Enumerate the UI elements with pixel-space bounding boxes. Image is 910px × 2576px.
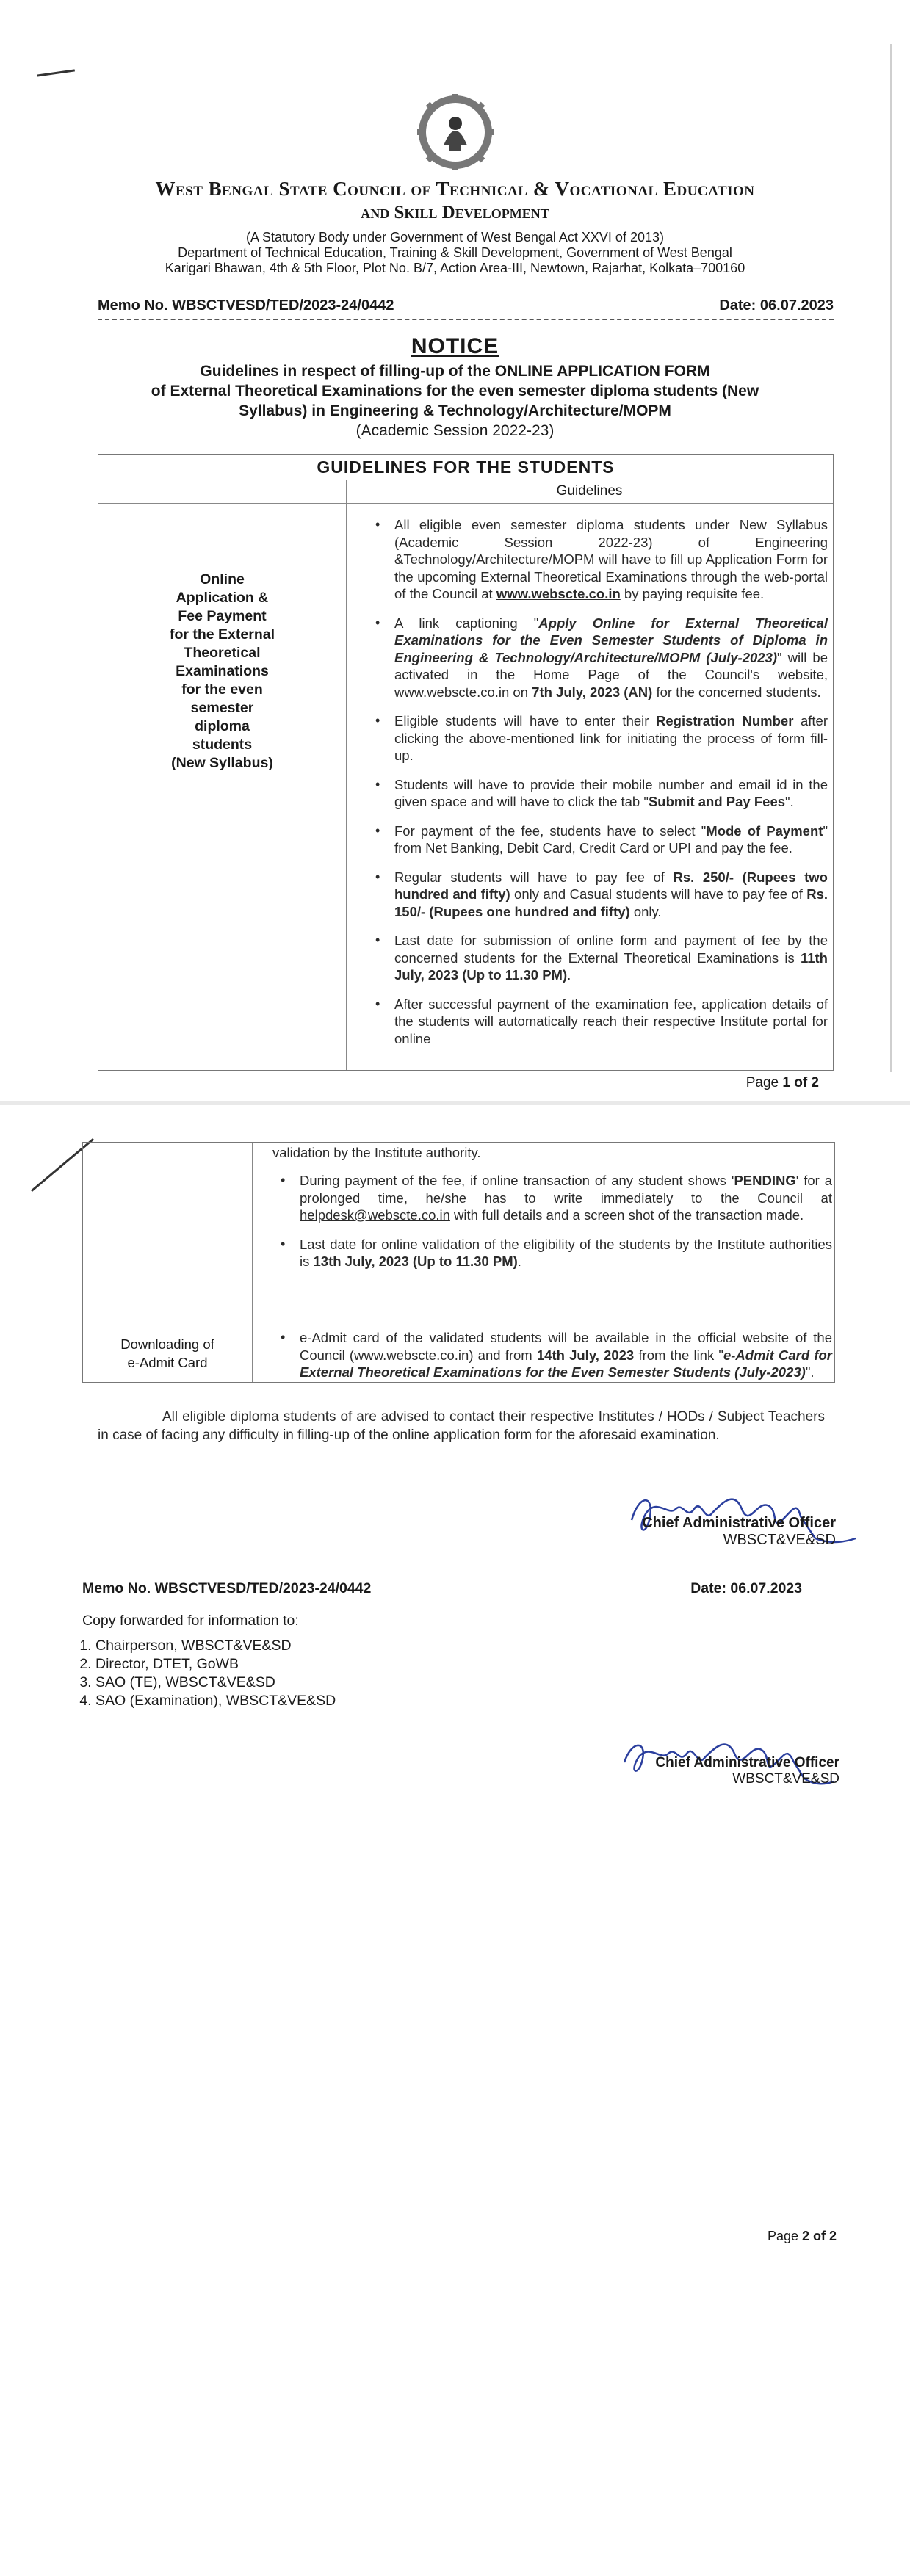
page-label: Page — [745, 1075, 783, 1090]
address-line: Karigari Bhawan, 4th & 5th Floor, Plot No. B/7, Action Area-III, Newtown, Rajarhat, Kolkata–700160 — [165, 261, 745, 275]
registration-number-label: Registration Number — [656, 713, 794, 728]
bullet-text: ". — [805, 1364, 815, 1380]
page-one — [0, 0, 910, 1101]
page-label: Page — [767, 2229, 802, 2243]
left-cell-line: Downloading of — [120, 1336, 214, 1352]
payment-mode-label: Mode of Payment — [706, 822, 823, 839]
guidelines-table — [98, 454, 834, 1071]
bullet-text: for the concerned students. — [652, 684, 821, 700]
page-number — [768, 2229, 837, 2244]
advice-paragraph: All eligible diploma students of are advised to contact their respective Institutes / HODs / Subject Teachers in case of facing any difficulty in filling-up of the online application form for the aforesaid examination. — [98, 1409, 825, 1443]
guidelines-list-continued — [278, 1172, 832, 1282]
list-item — [394, 822, 828, 857]
left-cell-line: students — [192, 737, 253, 753]
list-item — [394, 516, 828, 603]
list-item — [394, 869, 828, 921]
bullet-text: Last date for online validation of the eligibility of the students by the Institute authorities is — [300, 1236, 832, 1269]
scan-mark — [37, 69, 75, 76]
page-number — [746, 1075, 819, 1091]
bullet-text: on — [509, 684, 532, 700]
left-cell-line: for the even — [181, 681, 263, 698]
bullet-text: . — [517, 1253, 521, 1269]
department-line: Department of Technical Education, Training & Skill Development, Government of West Bengal — [178, 245, 732, 260]
guideline-title-4: (Academic Session 2022-23) — [355, 422, 555, 439]
bullet-text: Eligible students will have to enter their — [394, 713, 656, 728]
signatory-block-2 — [655, 1755, 839, 1787]
list-item — [394, 615, 828, 701]
left-cell-line: for the External — [169, 626, 275, 643]
council-name-line1: West Bengal State Council of Technical & Vocational Education — [155, 178, 755, 200]
list-item — [394, 996, 828, 1048]
list-item — [394, 712, 828, 764]
list-item — [394, 776, 828, 811]
admit-card-list — [278, 1329, 832, 1393]
continued-text: validation by the Institute authority. — [272, 1145, 481, 1160]
validation-date: 13th July, 2023 (Up to 11.30 PM) — [313, 1253, 518, 1269]
memo-date: Date: 06.07.2023 — [690, 1580, 802, 1596]
bullet-text: ' for a prolonged time, he/she has to write immediately to the Council at — [300, 1173, 832, 1206]
list-item — [394, 932, 828, 984]
left-cell-line: (New Syllabus) — [171, 755, 273, 771]
bullet-text: Students will have to provide their mobile number and email id in the given space and will have to click the tab " — [394, 776, 828, 809]
admit-date: 14th July, 2023 — [536, 1347, 635, 1363]
left-cell-line: Online — [200, 571, 245, 587]
scan-edge — [890, 44, 892, 1072]
page-count: 1 of 2 — [782, 1075, 819, 1090]
admit-link-caption: e-Admit Card for External Theoretical Examinations for the Even Semester Students (July-2023) — [300, 1347, 832, 1380]
cc-item: 3. SAO (TE), WBSCT&VE&SD — [95, 1674, 336, 1692]
pending-status: PENDING — [734, 1173, 796, 1188]
bullet-text: e-Admit card of the validated students will be available in the official website of the Council (www.webscte.co.in) and from — [300, 1330, 832, 1363]
council-name-line2: and Skill Development — [361, 203, 549, 222]
bullet-text: During payment of the fee, if online transaction of any student shows ' — [300, 1173, 734, 1188]
cc-item: 2. Director, DTET, GoWB — [95, 1655, 336, 1674]
signatory-title: Chief Administrative Officer — [655, 1755, 839, 1770]
last-date-submission: 11th July, 2023 (Up to 11.30 PM) — [394, 949, 828, 983]
left-cell-line: Fee Payment — [178, 608, 267, 624]
table-heading: GUIDELINES FOR THE STUDENTS — [98, 455, 833, 480]
left-cell-online-application — [98, 571, 346, 773]
left-cell-line: diploma — [195, 718, 250, 734]
page-two — [0, 1105, 910, 2576]
bullet-text: " from Net Banking, Debit Card, Credit Card or UPI and pay the fee. — [394, 822, 828, 855]
bullet-text: A link captioning " — [394, 615, 539, 631]
bullet-text: All eligible even semester diploma students under New Syllabus (Academic Session 2022-23) of Engineering &Technology/Architecture/MOPM will have to fill up Application Form for the upcoming External Theoretical Examinations through the web-portal of the Council at — [394, 517, 828, 601]
copy-forwarded-label: Copy forwarded for information to: — [82, 1613, 299, 1629]
memo-number: Memo No. WBSCTVESD/TED/2023-24/0442 — [98, 297, 394, 314]
column-divider — [252, 1143, 253, 1382]
bullet-text: with full details and a screen shot of the transaction made. — [449, 1207, 804, 1223]
list-item — [300, 1329, 832, 1381]
signatory-block-1 — [642, 1515, 836, 1549]
memo-number: Memo No. WBSCTVESD/TED/2023-24/0442 — [82, 1580, 372, 1596]
signatory-title: Chief Administrative Officer — [642, 1515, 836, 1531]
column-divider — [346, 480, 347, 1070]
bullet-text: ". — [785, 794, 794, 809]
link-caption: Apply Online for External Theoretical Examinations for the Even Semester Students of Diploma in Engineering & Technology/Architecture/MOPM (July-2023) — [394, 615, 828, 665]
guidelines-table-continued — [82, 1142, 835, 1383]
guidelines-list — [372, 516, 828, 1059]
cc-item: 1. Chairperson, WBSCT&VE&SD — [95, 1637, 336, 1655]
list-item — [300, 1236, 832, 1270]
bullet-text: For payment of the fee, students have to select " — [394, 822, 707, 839]
signatory-org: WBSCT&VE&SD — [723, 1532, 836, 1548]
left-cell-line: Theoretical — [184, 645, 261, 661]
bullet-text: . — [567, 967, 571, 983]
website-link[interactable]: www.webscte.co.in — [394, 684, 510, 700]
council-emblem-icon — [417, 94, 494, 170]
website-link[interactable]: www.webscte.co.in — [496, 586, 621, 601]
left-cell-line: Examinations — [176, 663, 269, 679]
divider — [98, 319, 834, 320]
bullet-text: Regular students will have to pay fee of — [394, 869, 674, 885]
row-divider — [98, 503, 833, 504]
bullet-text: from the link " — [634, 1347, 723, 1363]
column-heading: Guidelines — [556, 483, 623, 499]
statutory-line: (A Statutory Body under Government of West Bengal Act XXVI of 2013) — [246, 230, 664, 245]
cc-list — [66, 1637, 336, 1710]
list-item — [300, 1172, 832, 1224]
guideline-title-3: Syllabus) in Engineering & Technology/Architecture/MOPM — [239, 402, 671, 419]
helpdesk-email-link[interactable]: helpdesk@webscte.co.in — [300, 1207, 450, 1223]
left-cell-line: semester — [190, 700, 254, 716]
signatory-org: WBSCT&VE&SD — [732, 1771, 839, 1787]
activation-date: 7th July, 2023 (AN) — [532, 684, 653, 700]
left-cell-line: Application & — [176, 590, 269, 606]
casual-fee: Rs. 150/- (Rupees one hundred and fifty) — [394, 886, 828, 919]
notice-title: NOTICE — [411, 334, 499, 358]
bullet-text: by paying requisite fee. — [620, 586, 765, 601]
bullet-text: After successful payment of the examination fee, application details of the students will automatically reach their respective Institute portal for online — [394, 996, 828, 1046]
guideline-title-2: of External Theoretical Examinations for the even semester diploma students (New — [151, 383, 759, 399]
guideline-title-1: Guidelines in respect of filling-up of the ONLINE APPLICATION FORM — [200, 363, 710, 380]
regular-fee: Rs. 250/- (Rupees two hundred and fifty) — [394, 869, 828, 902]
bullet-text: only. — [629, 903, 662, 919]
left-cell-line: e-Admit Card — [127, 1355, 208, 1370]
bullet-text: Last date for submission of online form and payment of fee by the concerned students for the External Theoretical Examinations is — [394, 933, 828, 966]
cc-item: 4. SAO (Examination), WBSCT&VE&SD — [95, 1692, 336, 1710]
left-cell-admit-card — [83, 1335, 252, 1372]
page-count: 2 of 2 — [801, 2229, 837, 2243]
submit-pay-label: Submit and Pay Fees — [648, 794, 786, 809]
bullet-text: only and Casual students will have to pay fee of — [510, 886, 807, 902]
bullet-text: after clicking the above-mentioned link for initiating the process of form fill-up. — [394, 713, 828, 763]
bullet-text: " will be activated in the Home Page of the Council's website, — [394, 649, 828, 682]
memo-date: Date: 06.07.2023 — [719, 297, 834, 314]
